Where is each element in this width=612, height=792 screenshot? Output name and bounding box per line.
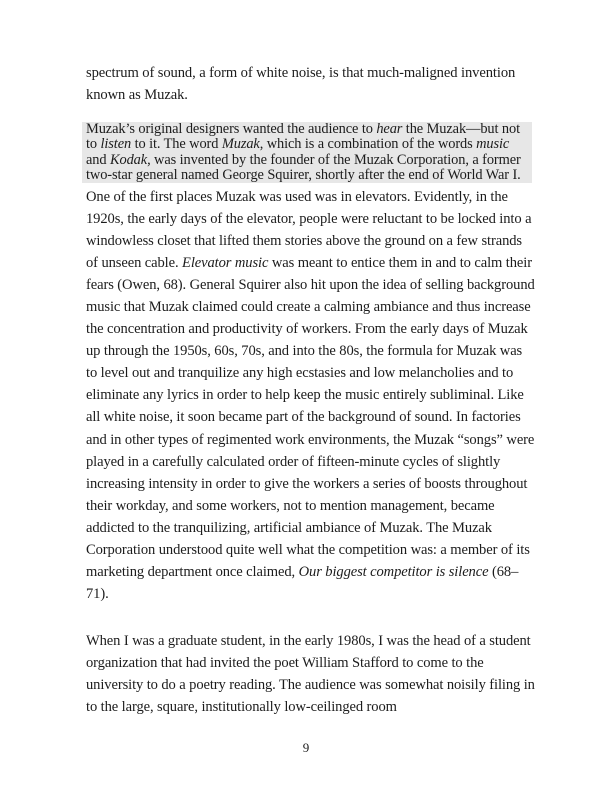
emphasis-kodak: Kodak (109, 151, 148, 168)
page-number: 9 (302, 740, 310, 755)
emphasis-hear: hear (376, 121, 403, 137)
text-run: , which is a combination of the words (259, 136, 477, 153)
text-run: When I was a graduate student, in the early 1980s, I was the head of a student organization that had invited the poet William Stafford to come to the university to do a poetry reading. The audience was somewhat noisily filing in to the large, square, institutionally low-ceilinged room (86, 633, 535, 716)
text-run: to it. The word (131, 136, 222, 153)
text-run: spectrum of sound, a form of white noise, is that much-maligned invention known as Muzak. (86, 65, 516, 103)
text-run: , was invented by the founder of the Muzak Corporation, a former two-star general named George Squirer, shortly after the end of World War I. (86, 151, 521, 183)
paragraph-elevator-music (86, 186, 536, 605)
emphasis-competitor-quote: Our biggest competitor is silence (298, 563, 489, 580)
highlighted-paragraph-muzak-origin (82, 122, 532, 183)
emphasis-music: music (476, 136, 510, 153)
text-run: (68–71). (86, 563, 519, 602)
emphasis-listen: listen (100, 136, 132, 153)
text-run: the Muzak—but not to (86, 121, 521, 153)
text-run: was meant to entice them in and to calm their fears (Owen, 68). General Squirer also hit upon the idea of selling background music that Muzak claimed could create a calming ambiance and thus increase the concentration and productivity of workers. From the early days of Muzak up through the 1950s, 60s, 70s, and into the 80s, the formula for Muzak was to level out and tranquilize any high ecstasies and low melancholies and to eliminate any lyrics in order to help keep the music entirely subliminal. Like all white noise, it soon became part of the background of sound. In factories and in other types of regimented work environments, the Muzak “songs” were played in a carefully calculated order of fifteen-minute cycles of slightly increasing intensity in order to give the workers a series of boosts throughout their workday, and some workers, not to mention management, became addicted to the tranquilizing, artificial ambiance of Muzak. The Muzak Corporation understood quite well what the competition was: a member of its marketing department once claimed, (86, 255, 535, 580)
paragraph-muzak-intro (86, 62, 536, 106)
paragraph-graduate-student (86, 630, 536, 718)
text-run: One of the first places Muzak was used was in elevators. Evidently, in the 1920s, the early days of the elevator, people were reluctant to be locked into a windowless closet that lifted them stories above the ground on a few strands of unseen cable. (86, 189, 532, 272)
text-run: and (86, 151, 110, 168)
text-run: Muzak’s original designers wanted the audience to (86, 121, 377, 137)
emphasis-muzak: Muzak (221, 136, 260, 153)
emphasis-elevator-music: Elevator music (182, 255, 269, 272)
